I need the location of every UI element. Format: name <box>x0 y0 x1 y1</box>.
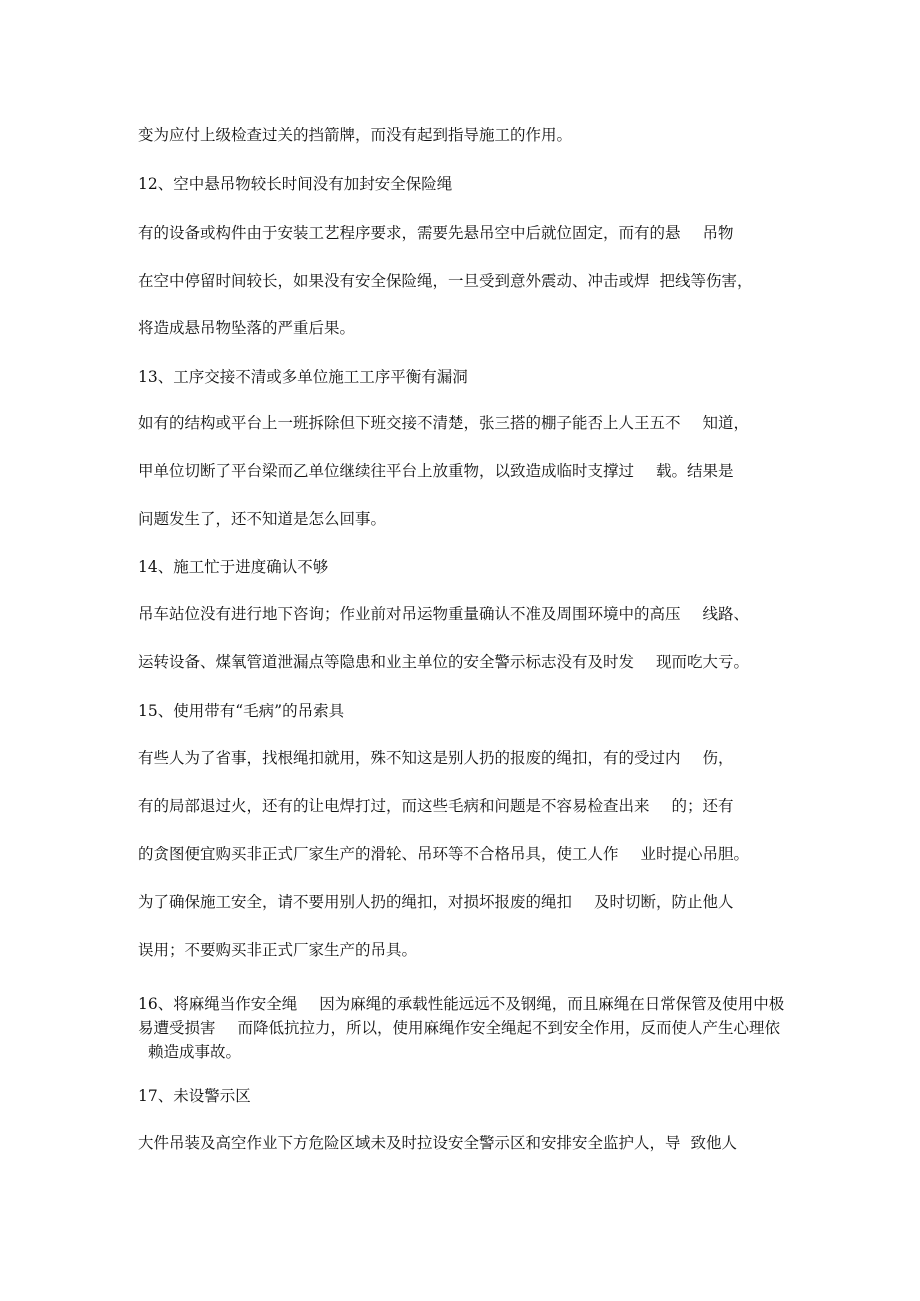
section-heading-13 <box>138 366 798 388</box>
text-span: 致他人 <box>690 1134 738 1152</box>
text-span: 有的局部退过火，还有的让电焊打过，而这些毛病和问题是不容易检查出来 <box>138 797 650 815</box>
text-span: 业时提心吊胆。 <box>640 845 750 863</box>
heading-text: 16、将麻绳当作安全绳 <box>138 995 298 1013</box>
heading-text: 15、使用带有“毛病”的吊索具 <box>138 702 345 720</box>
text-line <box>138 603 798 625</box>
text-span: 为了确保施工安全，请不要用别人扔的绳扣，对损坏报废的绳扣 <box>138 893 573 911</box>
text-line <box>138 747 798 769</box>
text-line <box>138 317 798 339</box>
text-span: 如有的结构或平台上一班拆除但下班交接不清楚，张三搭的棚子能否上人王五不 <box>138 414 681 432</box>
section-heading-14 <box>138 556 798 578</box>
text-line <box>138 124 798 146</box>
paragraph-16 <box>138 992 788 1064</box>
text-span: 的；还有 <box>671 797 734 815</box>
text-span: 吊车站位没有进行地下咨询；作业前对吊运物重量确认不准及周围环境中的高压 <box>138 605 681 623</box>
heading-text: 13、工序交接不清或多单位施工工序平衡有漏洞 <box>138 368 468 386</box>
text-span: 在空中停留时间较长，如果没有安全保险绳，一旦受到意外震动、冲击或焊 <box>138 272 650 290</box>
section-heading-12 <box>138 173 798 195</box>
section-heading-15 <box>138 700 798 722</box>
text-span: 有些人为了省事，找根绳扣就用，殊不知这是别人扔的报废的绳扣，有的受过内 <box>138 749 681 767</box>
text-line <box>138 843 798 865</box>
text-span: 现而吃大亏。 <box>656 653 750 671</box>
text-span: 将造成悬吊物坠落的严重后果。 <box>138 319 356 337</box>
text-span: 把线等伤害， <box>659 272 753 290</box>
text-span: 及时切断，防止他人 <box>594 893 734 911</box>
text-span: 大件吊装及高空作业下方危险区域未及时拉设安全警示区和安排安全监护人，导 <box>138 1134 681 1152</box>
text-span: 线路、 <box>702 605 750 623</box>
text-span: 有的设备或构件由于安装工艺程序要求，需要先悬吊空中后就位固定，而有的悬 <box>138 224 681 242</box>
text-span: 伤， <box>702 749 734 767</box>
text-span: 载。结果是 <box>656 462 734 480</box>
section-heading-17 <box>138 1085 798 1107</box>
text-line <box>138 795 798 817</box>
text-line <box>138 460 798 482</box>
text-line <box>138 939 798 961</box>
text-span: 赖造成事故。 <box>148 1043 242 1061</box>
text-span: 变为应付上级检查过关的挡箭牌，而没有起到指导施工的作用。 <box>138 126 573 144</box>
text-line <box>138 508 798 530</box>
text-span: 甲单位切断了平台梁而乙单位继续往平台上放重物，以致造成临时支撑过 <box>138 462 635 480</box>
heading-text: 12、空中悬吊物较长时间没有加封安全保险绳 <box>138 175 453 193</box>
text-span: 知道， <box>702 414 750 432</box>
text-span: 运转设备、煤氧管道泄漏点等隐患和业主单位的安全警示标志没有及时发 <box>138 653 635 671</box>
text-line <box>138 891 798 913</box>
text-span: 问题发生了，还不知道是怎么回事。 <box>138 510 387 528</box>
text-span: 的贪图便宜购买非正式厂家生产的滑轮、吊环等不合格吊具，使工人作 <box>138 845 619 863</box>
text-line <box>138 270 798 292</box>
text-line <box>138 412 798 434</box>
text-span: 吊物 <box>702 224 734 242</box>
text-line <box>138 222 798 244</box>
heading-text: 14、施工忙于进度确认不够 <box>138 558 329 576</box>
text-span: 误用；不要购买非正式厂家生产的吊具。 <box>138 941 418 959</box>
text-line <box>138 651 798 673</box>
heading-text: 17、未设警示区 <box>138 1087 251 1105</box>
text-span: 而降低抗拉力，所以，使用麻绳作安全绳起不到安全作用，反而使人产生心理依 <box>237 1019 781 1037</box>
text-span: 因为麻绳的承载性能远远不及钢绳，而且麻绳在日常保管及使用中极易遭受损害 <box>138 995 785 1037</box>
text-line <box>138 1132 798 1154</box>
